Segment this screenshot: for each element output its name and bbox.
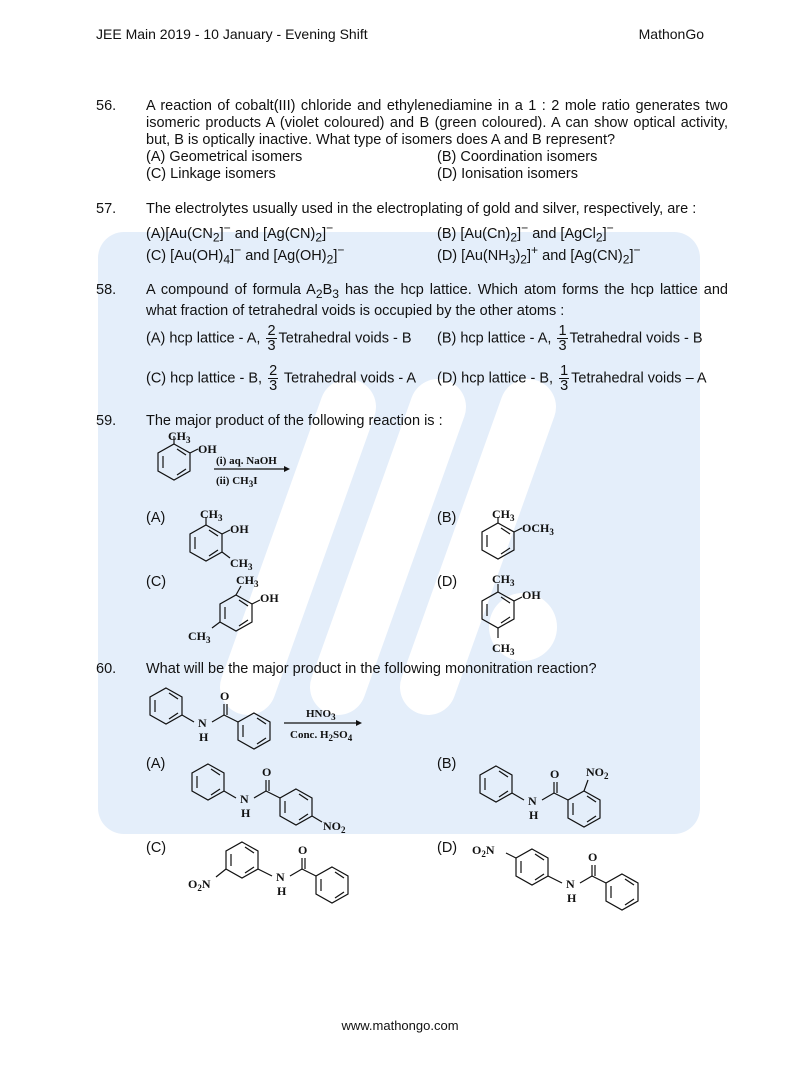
option-a[interactable]: (A) hcp lattice - A, $\frac{2}{3}$ Tetrahedral voids - B: [146, 322, 412, 354]
option-a[interactable]: $(A)[Au(CN_2]^-$ and $[Ag(CN)_2]^-$: [146, 221, 334, 245]
svg-text:N: N: [276, 870, 285, 884]
svg-text:(i) aq. NaOH: (i) aq. NaOH: [216, 455, 277, 467]
svg-text:H: H: [567, 891, 577, 905]
header-brand: MathonGo: [638, 26, 704, 42]
svg-text:N: N: [198, 716, 207, 730]
svg-text:OH: OH: [260, 591, 279, 605]
svg-text:OCH3: $OCH_3$: [522, 521, 554, 537]
svg-text:O2N: $O_2N$: [188, 877, 211, 893]
options: [146, 320, 728, 400]
question-60: [96, 661, 728, 678]
question-text: The electrolytes usually used in the electroplating of gold and silver, respectively, are :: [146, 201, 697, 217]
svg-text:O: O: [550, 767, 560, 781]
q60-option-b-label[interactable]: (B): [437, 756, 457, 772]
svg-text:CH3: $CH_3$: [236, 573, 259, 589]
question-text: What will be the major product in the following mononitration reaction?: [146, 661, 597, 677]
q60-option-c-label[interactable]: (C): [146, 840, 167, 856]
options: [146, 218, 728, 267]
svg-text:CH3: $CH_3$: [200, 507, 223, 523]
svg-text:O: O: [220, 689, 230, 703]
svg-text:O2N: $O_2N$: [472, 843, 495, 859]
reactant-o-cresol-structure: [144, 428, 294, 498]
header-exam-title: JEE Main 2019 - 10 January - Evening Shift: [96, 26, 368, 42]
svg-text:H: H: [241, 806, 251, 820]
svg-text:N: N: [566, 877, 575, 891]
option-b[interactable]: (B) hcp lattice - A, $\frac{1}{3}$ Tetrahedral voids - B: [437, 322, 703, 354]
q59-option-a-label[interactable]: (A): [146, 510, 166, 526]
svg-text:NO2: $NO_2$: [323, 819, 346, 835]
q60-option-a-label[interactable]: (A): [146, 756, 166, 772]
question-number: 56.: [96, 98, 117, 114]
svg-text:O: O: [262, 765, 272, 779]
svg-text:NO2: $NO_2$: [586, 765, 609, 781]
question-57: [96, 201, 728, 267]
svg-text:H: H: [529, 808, 539, 822]
q59-option-b-label[interactable]: (B): [437, 510, 457, 526]
svg-text:OH: OH: [230, 522, 249, 536]
svg-text:CH3: $CH_3$: [492, 572, 515, 588]
svg-text:H: H: [277, 884, 287, 898]
question-number: 58.: [96, 282, 117, 298]
svg-text:Conc. H2SO4: Conc. $H_2SO_4$: [290, 729, 353, 743]
svg-text:CH3: $CH_3$: [230, 556, 253, 572]
option-a[interactable]: (A) Geometrical isomers: [146, 149, 303, 165]
question-text: The major product of the following reaction is :: [146, 413, 443, 429]
question-58: [96, 282, 728, 400]
svg-text:CH3: $CH_3$: [188, 629, 211, 645]
option-c[interactable]: (C) hcp lattice - B, $\frac{2}{3}$ Tetrahedral voids - A: [146, 362, 417, 394]
question-number: 60.: [96, 661, 117, 677]
q59-option-d-label[interactable]: (D): [437, 574, 458, 590]
svg-text:O: O: [588, 850, 598, 864]
option-b[interactable]: (B) Coordination isomers: [437, 149, 598, 165]
q59-option-d-structure[interactable]: [468, 570, 578, 660]
q60-option-c-structure[interactable]: [186, 836, 386, 916]
svg-text:CH3: $CH_3$: [492, 507, 515, 523]
options: [146, 149, 728, 183]
svg-text:OH: OH: [522, 588, 541, 602]
reactant-benzanilide-structure: [144, 680, 374, 750]
footer-url[interactable]: www.mathongo.com: [341, 1018, 459, 1033]
option-d[interactable]: (D) Ionisation isomers: [437, 166, 579, 182]
q60-option-a-structure[interactable]: [180, 752, 380, 842]
question-number: 57.: [96, 201, 117, 217]
question-text: A compound of formula $A_2B_3$ has the hcp lattice. Which atom forms the hcp lattice and what fraction of tetrahedral voids is occupied by the other atoms :: [146, 282, 728, 319]
option-c[interactable]: (C) Linkage isomers: [146, 166, 276, 182]
svg-text:CH3: $CH_3$: [168, 429, 191, 445]
q59-option-a-structure[interactable]: [176, 505, 286, 575]
q60-option-d-label[interactable]: (D): [437, 840, 458, 856]
option-c[interactable]: (C) $[Au(OH)_4]^-$ and $[Ag(OH)_2]^-$: [146, 243, 345, 267]
svg-text:N: N: [240, 792, 249, 806]
option-b[interactable]: (B) $[Au(Cn)_2]^-$ and [AgCl$_2$]−: [437, 221, 614, 245]
q59-option-b-structure[interactable]: [468, 505, 588, 567]
svg-text:N: N: [528, 794, 537, 808]
question-number: 59.: [96, 413, 117, 429]
q60-option-d-structure[interactable]: [470, 836, 680, 926]
option-d[interactable]: (D) $[Au(NH_3)_2]^+$ and $[Ag(CN)_2]^-$: [437, 243, 641, 267]
question-56: [96, 98, 728, 183]
option-d[interactable]: (D) hcp lattice - B, $\frac{1}{3}$ Tetrahedral voids – A: [437, 362, 707, 394]
svg-text:OH: OH: [198, 442, 217, 456]
svg-text:(ii) CH3I: (ii) $CH_3I$: [216, 475, 258, 489]
svg-text:CH3: $CH_3$: [492, 641, 515, 657]
q59-option-c-structure[interactable]: [186, 570, 296, 650]
svg-text:H: H: [199, 730, 209, 744]
question-text: A reaction of cobalt(III) chloride and ethylenediamine in a 1 : 2 mole ratio generates two isomeric products A (violet coloured) and B (green coloured). A can show optical activity, but, B is optically inactive. What type of isomers does A and B represent?: [146, 98, 728, 148]
svg-text:O: O: [298, 843, 308, 857]
q60-option-b-structure[interactable]: [468, 752, 668, 842]
q59-option-c-label[interactable]: (C): [146, 574, 167, 590]
svg-text:HNO3: $HNO_3$: [306, 708, 336, 722]
